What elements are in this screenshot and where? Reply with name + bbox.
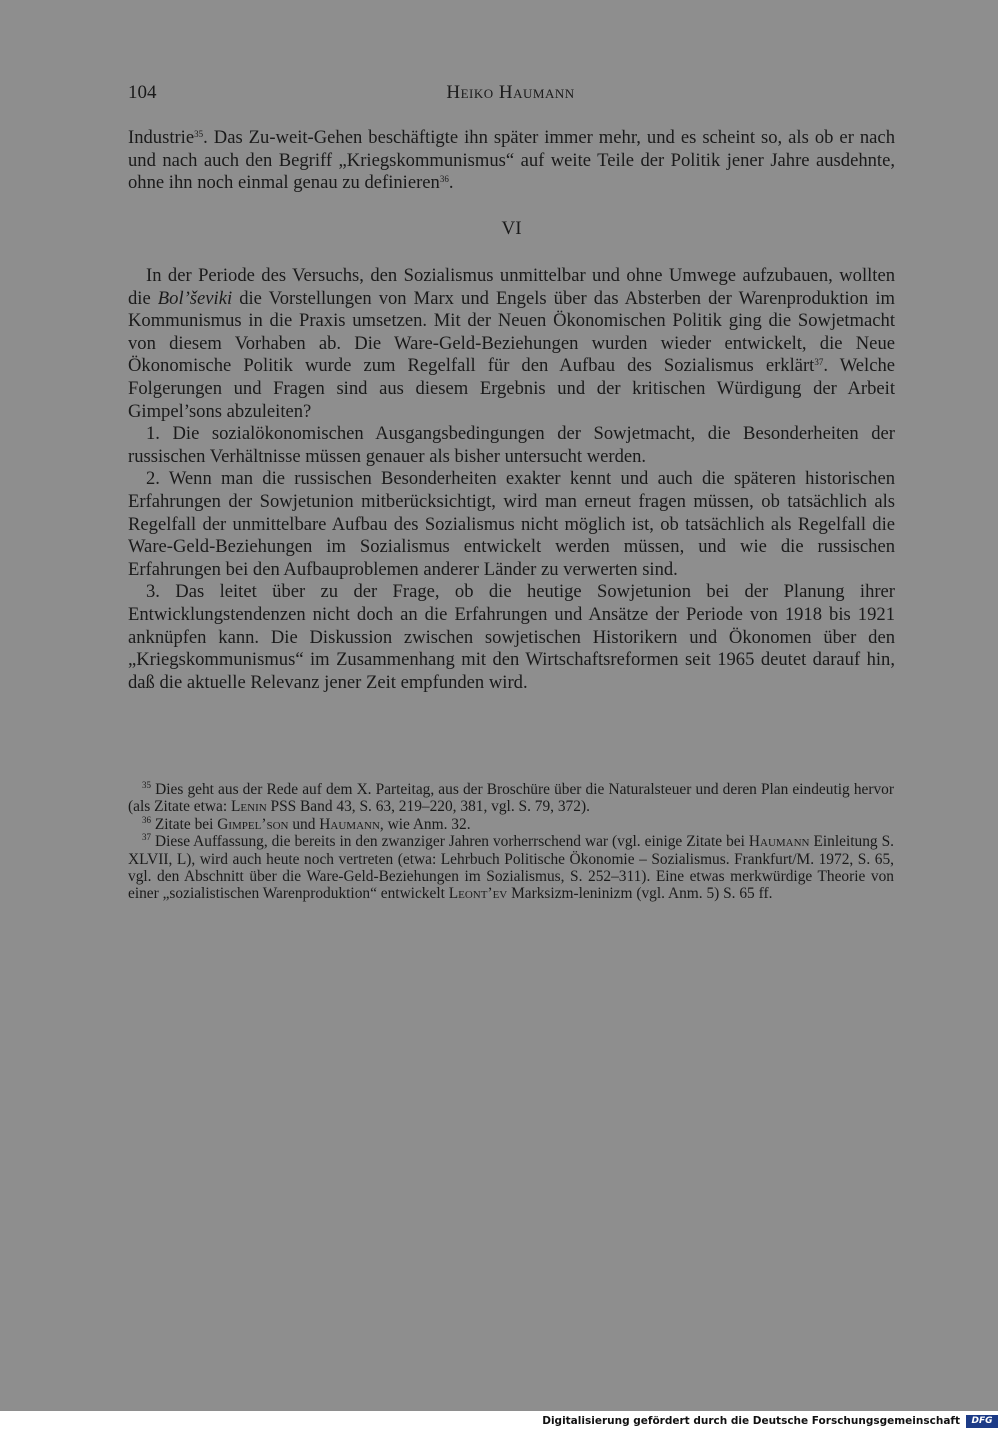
- paragraph-point-2: 2. Wenn man die russischen Besonderheiten exakter kennt und auch die späteren historischen Erfahrungen der Sowjetunion mitberücksichtigt, wird man erneut fragen müssen, ob tatsächlich als Regelfall der unmittelbare Aufbau des Sozialismus nicht möglich ist, ob tatsächlich als Regelfall die Ware-Geld-Beziehungen im Sozialismus entwickelt werden müssen, und wie die russischen Erfahrungen bei den Aufbauproblemen anderer Länder zu verwerten sind.: [128, 468, 895, 580]
- footnotes: [128, 781, 894, 903]
- footnote-36: $^{36}$ Zitate bei Gimpel’son und Haumann, wie Anm. 32.: [142, 814, 471, 833]
- footnote-35: $^{35}$ Dies geht aus der Rede auf dem X. Parteitag, aus der Broschüre über die Naturalsteuer und deren Plan eindeutig hervor (als Zitate etwa: Lenin PSS Band 43, S. 63, 219–220, 381, vgl. S. 79, 372).: [128, 780, 894, 816]
- page-header: [128, 82, 893, 110]
- paragraph-point-3: 3. Das leitet über zu der Frage, ob die heutige Sowjetunion bei der Planung ihrer Entwicklungstendenzen nicht doch an die Erfahrungen und Ansätze der Periode von 1918 bis 1921 anknüpfen kann. Die Diskussion zwischen sowjetischen Historikern und Ökonomen über den „Kriegskommunismus“ im Zusammenhang mit den Wirtschaftsreformen seit 1965 deutet darauf hin, daß die aktuelle Relevanz jener Zeit empfunden wird.: [128, 581, 895, 693]
- footnote-ref-37: 37: [814, 357, 824, 368]
- paragraph-intro: In der Periode des Versuchs, den Sozialismus unmittelbar und ohne Umwege aufzubauen, wollten die Bol’ševiki die Vorstellungen von Marx und Engels über das Absterben der Warenproduktion im Kommunismus in die Praxis umsetzen. Mit der Neuen Ökonomischen Politik ging die Sowjetmacht von diesem Vorhaben ab. Die Ware-Geld-Beziehungen wurden wieder entwickelt, die Neue Ökonomische Politik wurde zum Regelfall für den Aufbau des Sozialismus erklärt$^{37}$. Welche Folgerungen und Fragen sind aus diesem Ergebnis und der kritischen Würdigung der Arbeit Gimpel’sons abzuleiten?: [128, 265, 895, 422]
- paragraph-continuation: Industrie$^{35}$. Das Zu-weit-Gehen beschäftigte ihn später immer mehr, und es scheint so, als ob er nach und nach auch den Begriff „Kriegskommunismus“ auf weite Teile der Politik jener Jahre ausdehnte, ohne ihn noch einmal genau zu definieren$^{36}$.: [128, 127, 895, 194]
- footnote-ref-36: 36: [439, 174, 449, 185]
- footnote-ref-35: 35: [194, 129, 204, 139]
- footnote-37: $^{37}$ Diese Auffassung, die bereits in den zwanziger Jahren vorherrschend war (vgl. einige Zitate bei Haumann Einleitung S. XLVII, L), wird auch heute noch vertreten (etwa: Lehrbuch Politische Ökonomie – Sozialismus. Frankfurt/M. 1972, S. 65, vgl. den Abschnitt über die Ware-Geld-Beziehungen im Sozialismus, S. 252–311). Eine etwas merkwürdige Theorie von einer „sozialistischen Warenproduktion“ entwickelt Leont’ev Marksizm-leninizm (vgl. Anm. 5) S. 65 ff.: [128, 832, 895, 903]
- paragraph-point-1: 1. Die sozialökonomischen Ausgangsbedingungen der Sowjetmacht, die Besonderheiten der russischen Verhältnisse müssen genauer als bisher untersucht werden.: [128, 423, 895, 467]
- running-head: Heiko Haumann: [446, 82, 575, 103]
- section-heading: VI: [501, 218, 522, 239]
- page-number: 104: [128, 82, 157, 103]
- body-text-main: [128, 265, 895, 694]
- body-text-top: [128, 127, 895, 195]
- digitization-footer: [542, 1413, 1000, 1431]
- dfg-logo: DFG: [966, 1415, 998, 1428]
- footer-credit: Digitalisierung gefördert durch die Deutsche Forschungsgemeinschaft: [542, 1415, 960, 1427]
